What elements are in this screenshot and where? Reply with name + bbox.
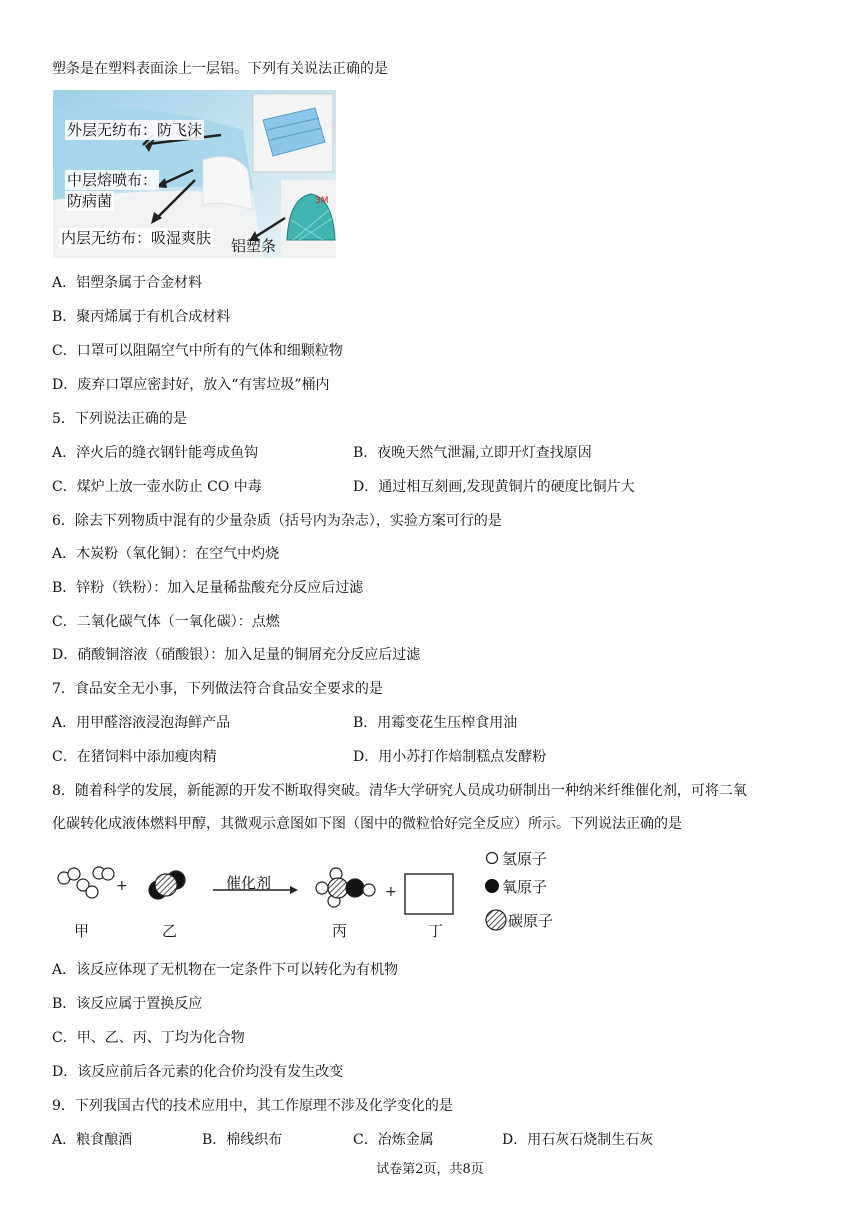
q7-stem: 7．食品安全无小事，下列做法符合食品安全要求的是 — [52, 681, 383, 697]
q5-option-a: A．淬火后的缝衣钢针能弯成鱼钩 — [52, 445, 259, 461]
mask-figure — [53, 90, 336, 258]
q4-option-a: A．铝塑条属于合金材料 — [52, 275, 203, 291]
q8-option-d: D．该反应前后各元素的化合价均没有发生改变 — [52, 1064, 344, 1080]
label-jia: 甲 — [74, 922, 90, 940]
plus-sign-2: + — [385, 884, 397, 900]
label-yi: 乙 — [162, 922, 178, 940]
q9-option-d: D．用石灰石烧制生石灰 — [502, 1132, 654, 1148]
label-inner-layer: 内层无纺布：吸湿爽肤 — [61, 229, 212, 247]
brand-3m: 3M — [315, 196, 329, 206]
reaction-molecules — [50, 844, 580, 944]
label-middle-layer: 中层熔喷布： — [67, 171, 158, 189]
q9-option-b: B．棉线织布 — [202, 1132, 283, 1148]
product-ding-box — [405, 874, 453, 914]
q4-option-c: C．口罩可以阻隔空气中所有的气体和细颗粒物 — [52, 343, 343, 359]
q8-option-a: A．该反应体现了无机物在一定条件下可以转化为有机物 — [52, 962, 399, 978]
q8-stem-line2: 化碳转化成液体燃料甲醇，其微观示意图如下图（图中的微粒恰好完全反应）所示。下列说法正确的是 — [52, 816, 682, 832]
q6-option-b: B．锌粉（铁粉）：加入足量稀盐酸充分反应后过滤 — [52, 580, 364, 596]
q7-option-b: B．用霉变花生压榨食用油 — [353, 715, 518, 731]
q6-option-a: A．木炭粉（氧化铜）：在空气中灼烧 — [52, 546, 280, 562]
page-footer: 试卷第2页，共8页 — [376, 1162, 484, 1177]
q9-stem: 9．下列我国古代的技术应用中，其工作原理不涉及化学变化的是 — [52, 1098, 453, 1114]
q5-stem: 5．下列说法正确的是 — [52, 411, 187, 427]
legend-hydrogen-icon — [487, 853, 498, 864]
q9-option-a: A．粮食酿酒 — [52, 1132, 133, 1148]
q7-option-a: A．用甲醛溶液浸泡海鲜产品 — [52, 715, 231, 731]
q4-option-d: D．废弃口罩应密封好，放入“有害垃圾”桶内 — [52, 377, 330, 393]
plus-sign-1: + — [116, 878, 128, 894]
label-bing: 丙 — [332, 922, 348, 940]
q5-option-d: D．通过相互刻画,发现黄铜片的硬度比铜片大 — [353, 479, 635, 495]
q8-stem-line1: 8．随着科学的发展，新能源的开发不断取得突破。清华大学研究人员成功研制出一种纳米纤维催化剂，可将二氧 — [52, 783, 747, 799]
q4-intro: 塑条是在塑料表面涂上一层铝。下列有关说法正确的是 — [52, 61, 388, 77]
legend-hydrogen-label: 氢原子 — [502, 850, 548, 868]
product-bing-molecule — [316, 868, 375, 907]
q5-option-b: B．夜晚天然气泄漏,立即开灯查找原因 — [353, 445, 592, 461]
q4-option-b: B．聚丙烯属于有机合成材料 — [52, 309, 231, 325]
q8-option-b: B．该反应属于置换反应 — [52, 996, 203, 1012]
q7-option-c: C．在猪饲料中添加瘦肉精 — [52, 749, 217, 765]
label-ding: 丁 — [428, 922, 444, 940]
label-outer-layer: 外层无纺布：防飞沫 — [67, 121, 203, 139]
legend-carbon-label: 碳原子 — [508, 912, 554, 930]
reactant-yi-molecule — [149, 871, 185, 899]
legend-oxygen-label: 氧原子 — [502, 878, 548, 896]
q6-option-c: C．二氧化碳气体（一氧化碳）：点燃 — [52, 614, 280, 630]
legend-carbon-icon — [486, 910, 506, 930]
q6-stem: 6．除去下列物质中混有的少量杂质（括号内为杂志），实验方案可行的是 — [52, 513, 502, 529]
label-middle-layer-2: 防病菌 — [67, 192, 113, 210]
q5-option-c: C．煤炉上放一壶水防止 CO 中毒 — [52, 479, 262, 495]
catalyst-label: 催化剂 — [226, 874, 272, 892]
legend-oxygen-icon — [485, 879, 499, 893]
q9-option-c: C．冶炼金属 — [353, 1132, 434, 1148]
q6-option-d: D．硝酸铜溶液（硝酸银）：加入足量的铜屑充分反应后过滤 — [52, 647, 421, 663]
reactant-jia-molecules — [58, 867, 114, 898]
q8-option-c: C．甲、乙、丙、丁均为化合物 — [52, 1030, 245, 1046]
q7-option-d: D．用小苏打作焙制糕点发酵粉 — [353, 749, 547, 765]
label-aluminum-strip: 铝塑条 — [231, 237, 277, 255]
reaction-diagram — [50, 844, 580, 944]
